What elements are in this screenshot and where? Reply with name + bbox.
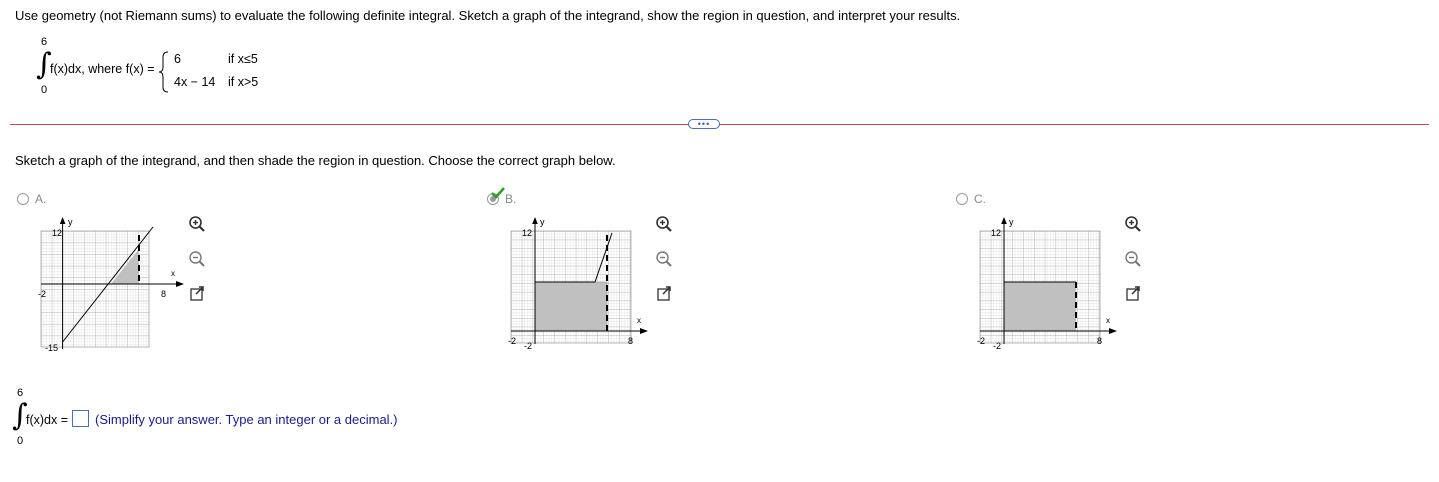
option-a-zoom-out-icon[interactable] [188, 250, 206, 268]
answer-input[interactable] [72, 410, 89, 427]
option-b-shaded-region [535, 282, 607, 331]
option-a-y-bottom-label: -15 [45, 343, 59, 353]
option-b-zoom-in-icon[interactable] [655, 215, 673, 233]
option-b-x-label: x [637, 316, 641, 325]
option-a-graph [38, 213, 186, 358]
option-c-y-top-label: 12 [991, 228, 1002, 238]
option-c-graph [977, 213, 1125, 358]
option-a-zoom-in-icon[interactable] [188, 215, 206, 233]
option-c-y-bottom-label: -2 [993, 341, 1002, 351]
option-a-x-left-label: -2 [38, 289, 47, 299]
option-c-shaded-region [1004, 282, 1076, 331]
option-a-open-new-window-icon[interactable] [188, 285, 206, 303]
question-text: Use geometry (not Riemann sums) to evaluate the following definite integral. Sketch a graph of the integrand, show the region in question, and interpret your results. [15, 8, 961, 23]
option-c-x-left-label: -2 [977, 336, 986, 346]
option-b-graph [508, 213, 656, 358]
option-b-y-bottom-label: -2 [524, 341, 533, 351]
option-c-x-label: x [1106, 316, 1110, 325]
option-a-radio[interactable] [17, 193, 29, 205]
option-b-y-label: y [540, 217, 545, 227]
option-a-y-label: y [68, 217, 73, 227]
option-c-x-right-label: 8 [1097, 336, 1103, 346]
expand-more-button[interactable]: ••• [688, 119, 720, 129]
piece1-condition: if x≤5 [228, 52, 258, 66]
option-c-radio[interactable] [956, 193, 968, 205]
option-c-zoom-in-icon[interactable] [1124, 215, 1142, 233]
answer-hint: (Simplify your answer. Type an integer or a decimal.) [95, 412, 398, 427]
integrand-text: f(x)dx, where f(x) = [50, 62, 155, 76]
option-b-x-left-label: -2 [508, 336, 517, 346]
option-c-zoom-out-icon[interactable] [1124, 250, 1142, 268]
piece2-condition: if x>5 [228, 75, 259, 89]
option-b-y-top-label: 12 [522, 228, 533, 238]
option-a-x-right-label: 8 [161, 289, 167, 299]
option-a-y-top-label: 12 [52, 228, 63, 238]
piece2-expression: 4x − 14 [174, 75, 216, 89]
piecewise-brace [159, 51, 169, 96]
option-a-label: A. [35, 192, 47, 206]
answer-integrand-text: f(x)dx = [26, 413, 69, 427]
option-b-x-right-label: 8 [628, 336, 634, 346]
answer-integral-sign: ∫ [12, 398, 28, 433]
upper-limit: 6 [41, 36, 48, 48]
integral-sign: ∫ [36, 47, 52, 82]
option-c-label: C. [974, 192, 986, 206]
option-a-x-label: x [171, 269, 175, 278]
option-b-zoom-out-icon[interactable] [655, 250, 673, 268]
option-c-y-label: y [1009, 217, 1014, 227]
option-b-open-new-window-icon[interactable] [655, 285, 673, 303]
answer-lower-limit: 0 [17, 435, 24, 447]
instruction-text: Sketch a graph of the integrand, and then shade the region in question. Choose the correct graph below. [15, 153, 616, 168]
answer-upper-limit: 6 [17, 387, 24, 399]
lower-limit: 0 [41, 84, 48, 96]
piece1-expression: 6 [174, 52, 181, 66]
option-c-open-new-window-icon[interactable] [1124, 285, 1142, 303]
checkmark-icon [491, 187, 505, 202]
option-b-label: B. [505, 192, 517, 206]
